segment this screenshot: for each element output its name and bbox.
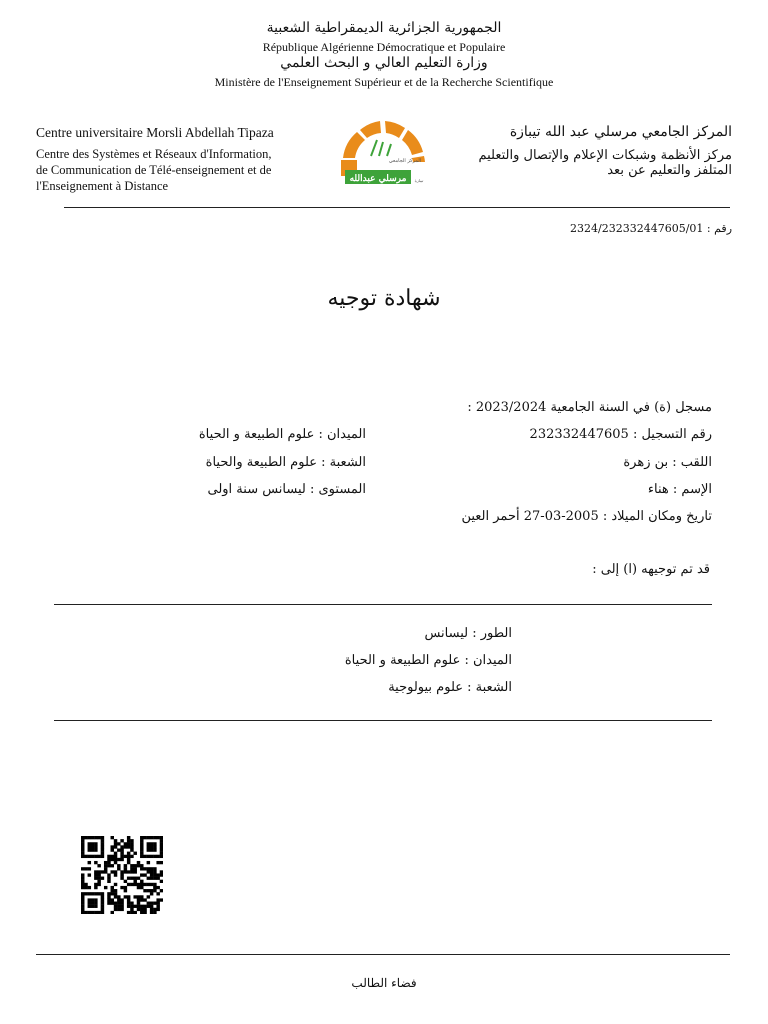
institution-dept-fr-2: de Communication de Télé-enseignement et de (36, 163, 272, 177)
institution-dept-fr-3: l'Enseignement à Distance (36, 179, 169, 193)
orientation-branch: الشعبة : علوم بيولوجية (388, 680, 512, 695)
orientation-intro: قد تم توجيهه (ا) إلى : (592, 562, 710, 577)
reference-label: رقم : (706, 222, 732, 235)
institution-dept-fr-1: Centre des Systèmes et Réseaux d'Information, (36, 147, 272, 161)
header-divider (64, 207, 730, 208)
orientation-cycle: الطور : ليسانس (424, 626, 512, 641)
university-logo (333, 118, 433, 190)
footer-divider (36, 954, 730, 955)
document-title: شهادة توجيه (327, 286, 441, 311)
student-surname: اللقب : بن زهرة (623, 455, 712, 470)
qr-code (81, 836, 163, 914)
ministry-fr: Ministère de l'Enseignement Supérieur et de la Recherche Scientifique (214, 75, 554, 89)
academic-year: مسجل (ة) في السنة الجامعية 2023/2024 : (467, 400, 712, 415)
student-first-name: الإسم : هناء (647, 482, 712, 497)
republic-ar: الجمهورية الجزائرية الديمقراطية الشعبية (266, 20, 502, 36)
student-branch: الشعبة : علوم الطبيعة والحياة (205, 455, 366, 470)
logo-city: تيبازة (414, 178, 424, 183)
orientation-domain: الميدان : علوم الطبيعة و الحياة (344, 653, 512, 668)
logo-subtext: مرسلي عبدالله (349, 174, 407, 184)
student-level: المستوى : ليسانس سنة اولى (207, 482, 366, 497)
institution-dept-ar-1: مركز الأنظمة وشبكات الإعلام والإتصال والتعليم (478, 148, 732, 163)
student-domain: الميدان : علوم الطبيعة و الحياة (198, 427, 366, 442)
orientation-top-divider (54, 604, 712, 605)
institution-name-ar: المركز الجامعي مرسلي عبد الله تيبازة (509, 124, 732, 140)
reference-line (432, 222, 732, 235)
reference-value: 2324/232332447605/01 (570, 222, 704, 235)
logo-text: المركز الجامعي (388, 158, 422, 164)
institution-name-fr: Centre universitaire Morsli Abdellah Tipaza (36, 125, 274, 140)
institution-dept-ar-2: المتلفز والتعليم عن بعد (607, 163, 732, 178)
orientation-bottom-divider (54, 720, 712, 721)
birth-date-place: تاريخ ومكان الميلاد : 2005-03-27 أحمر العين (461, 509, 712, 524)
republic-fr: République Algérienne Démocratique et Populaire (262, 40, 506, 54)
ministry-ar: وزارة التعليم العالي و البحث العلمي (280, 55, 488, 71)
footer-label: فضاء الطالب (351, 976, 417, 990)
registration-number: رقم التسجيل : 232332447605 (529, 427, 712, 442)
